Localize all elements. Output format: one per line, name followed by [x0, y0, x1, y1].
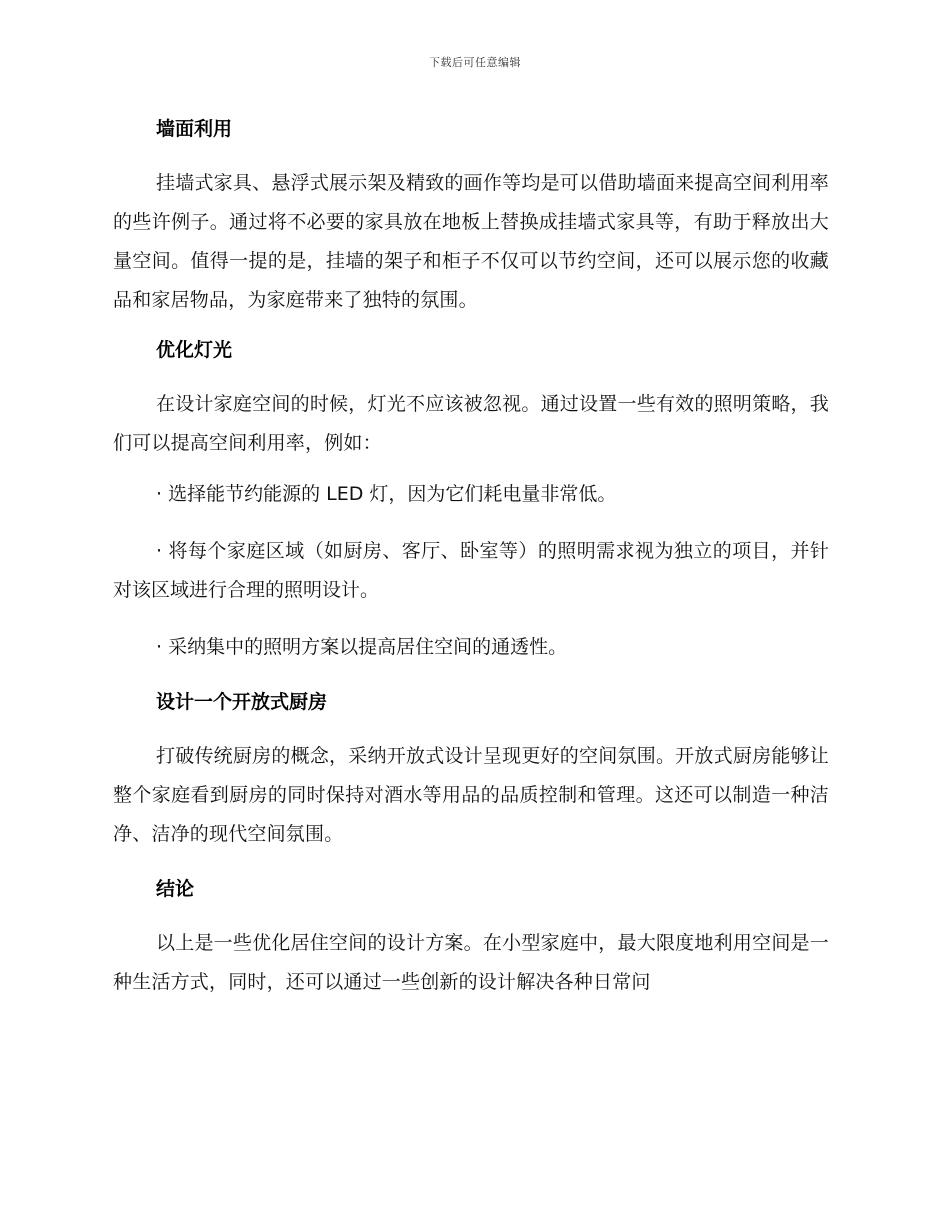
section-heading-kitchen: 设计一个开放式厨房	[156, 691, 328, 713]
section-paragraph-kitchen: 打破传统厨房的概念，采纳开放式设计呈现更好的空间氛围。开放式厨房能够让整个家庭看到厨房的同时保持对酒水等用品的品质控制和管理。这还可以制造一种洁净、洁净的现代空间氛围。	[113, 745, 829, 845]
section-paragraph-conclusion: 以上是一些优化居住空间的设计方案。在小型家庭中，最大限度地利用空间是一种生活方式，同时，还可以通过一些创新的设计解决各种日常问	[113, 932, 829, 993]
section-heading-wall: 墙面利用	[156, 118, 233, 140]
bullet-item: · 采纳集中的照明方案以提高居住空间的通透性。	[156, 636, 568, 658]
bullet-item: · 选择能节约能源的 LED 灯，因为它们耗电量非常低。	[156, 483, 617, 505]
section-paragraph-wall: 挂墙式家具、悬浮式展示架及精致的画作等均是可以借助墙面来提高空间利用率的些许例子。通过将不必要的家具放在地板上替换成挂墙式家具等，有助于释放出大量空间。值得一提的是，挂墙的架子和柜子不仅可以节约空间，还可以展示您的收藏品和家居物品，为家庭带来了独特的氛围。	[113, 172, 829, 311]
section-paragraph-lighting: 在设计家庭空间的时候，灯光不应该被忽视。通过设置一些有效的照明策略，我们可以提高空间利用率，例如：	[113, 393, 829, 454]
section-heading-conclusion: 结论	[156, 878, 195, 900]
section-heading-lighting: 优化灯光	[156, 339, 233, 361]
bullet-item: · 将每个家庭区域（如厨房、客厅、卧室等）的照明需求视为独立的项目，并针对该区域进行合理的照明设计。	[113, 540, 829, 601]
document-body	[113, 112, 829, 1020]
page-header: 下载后可任意编辑	[429, 56, 521, 69]
